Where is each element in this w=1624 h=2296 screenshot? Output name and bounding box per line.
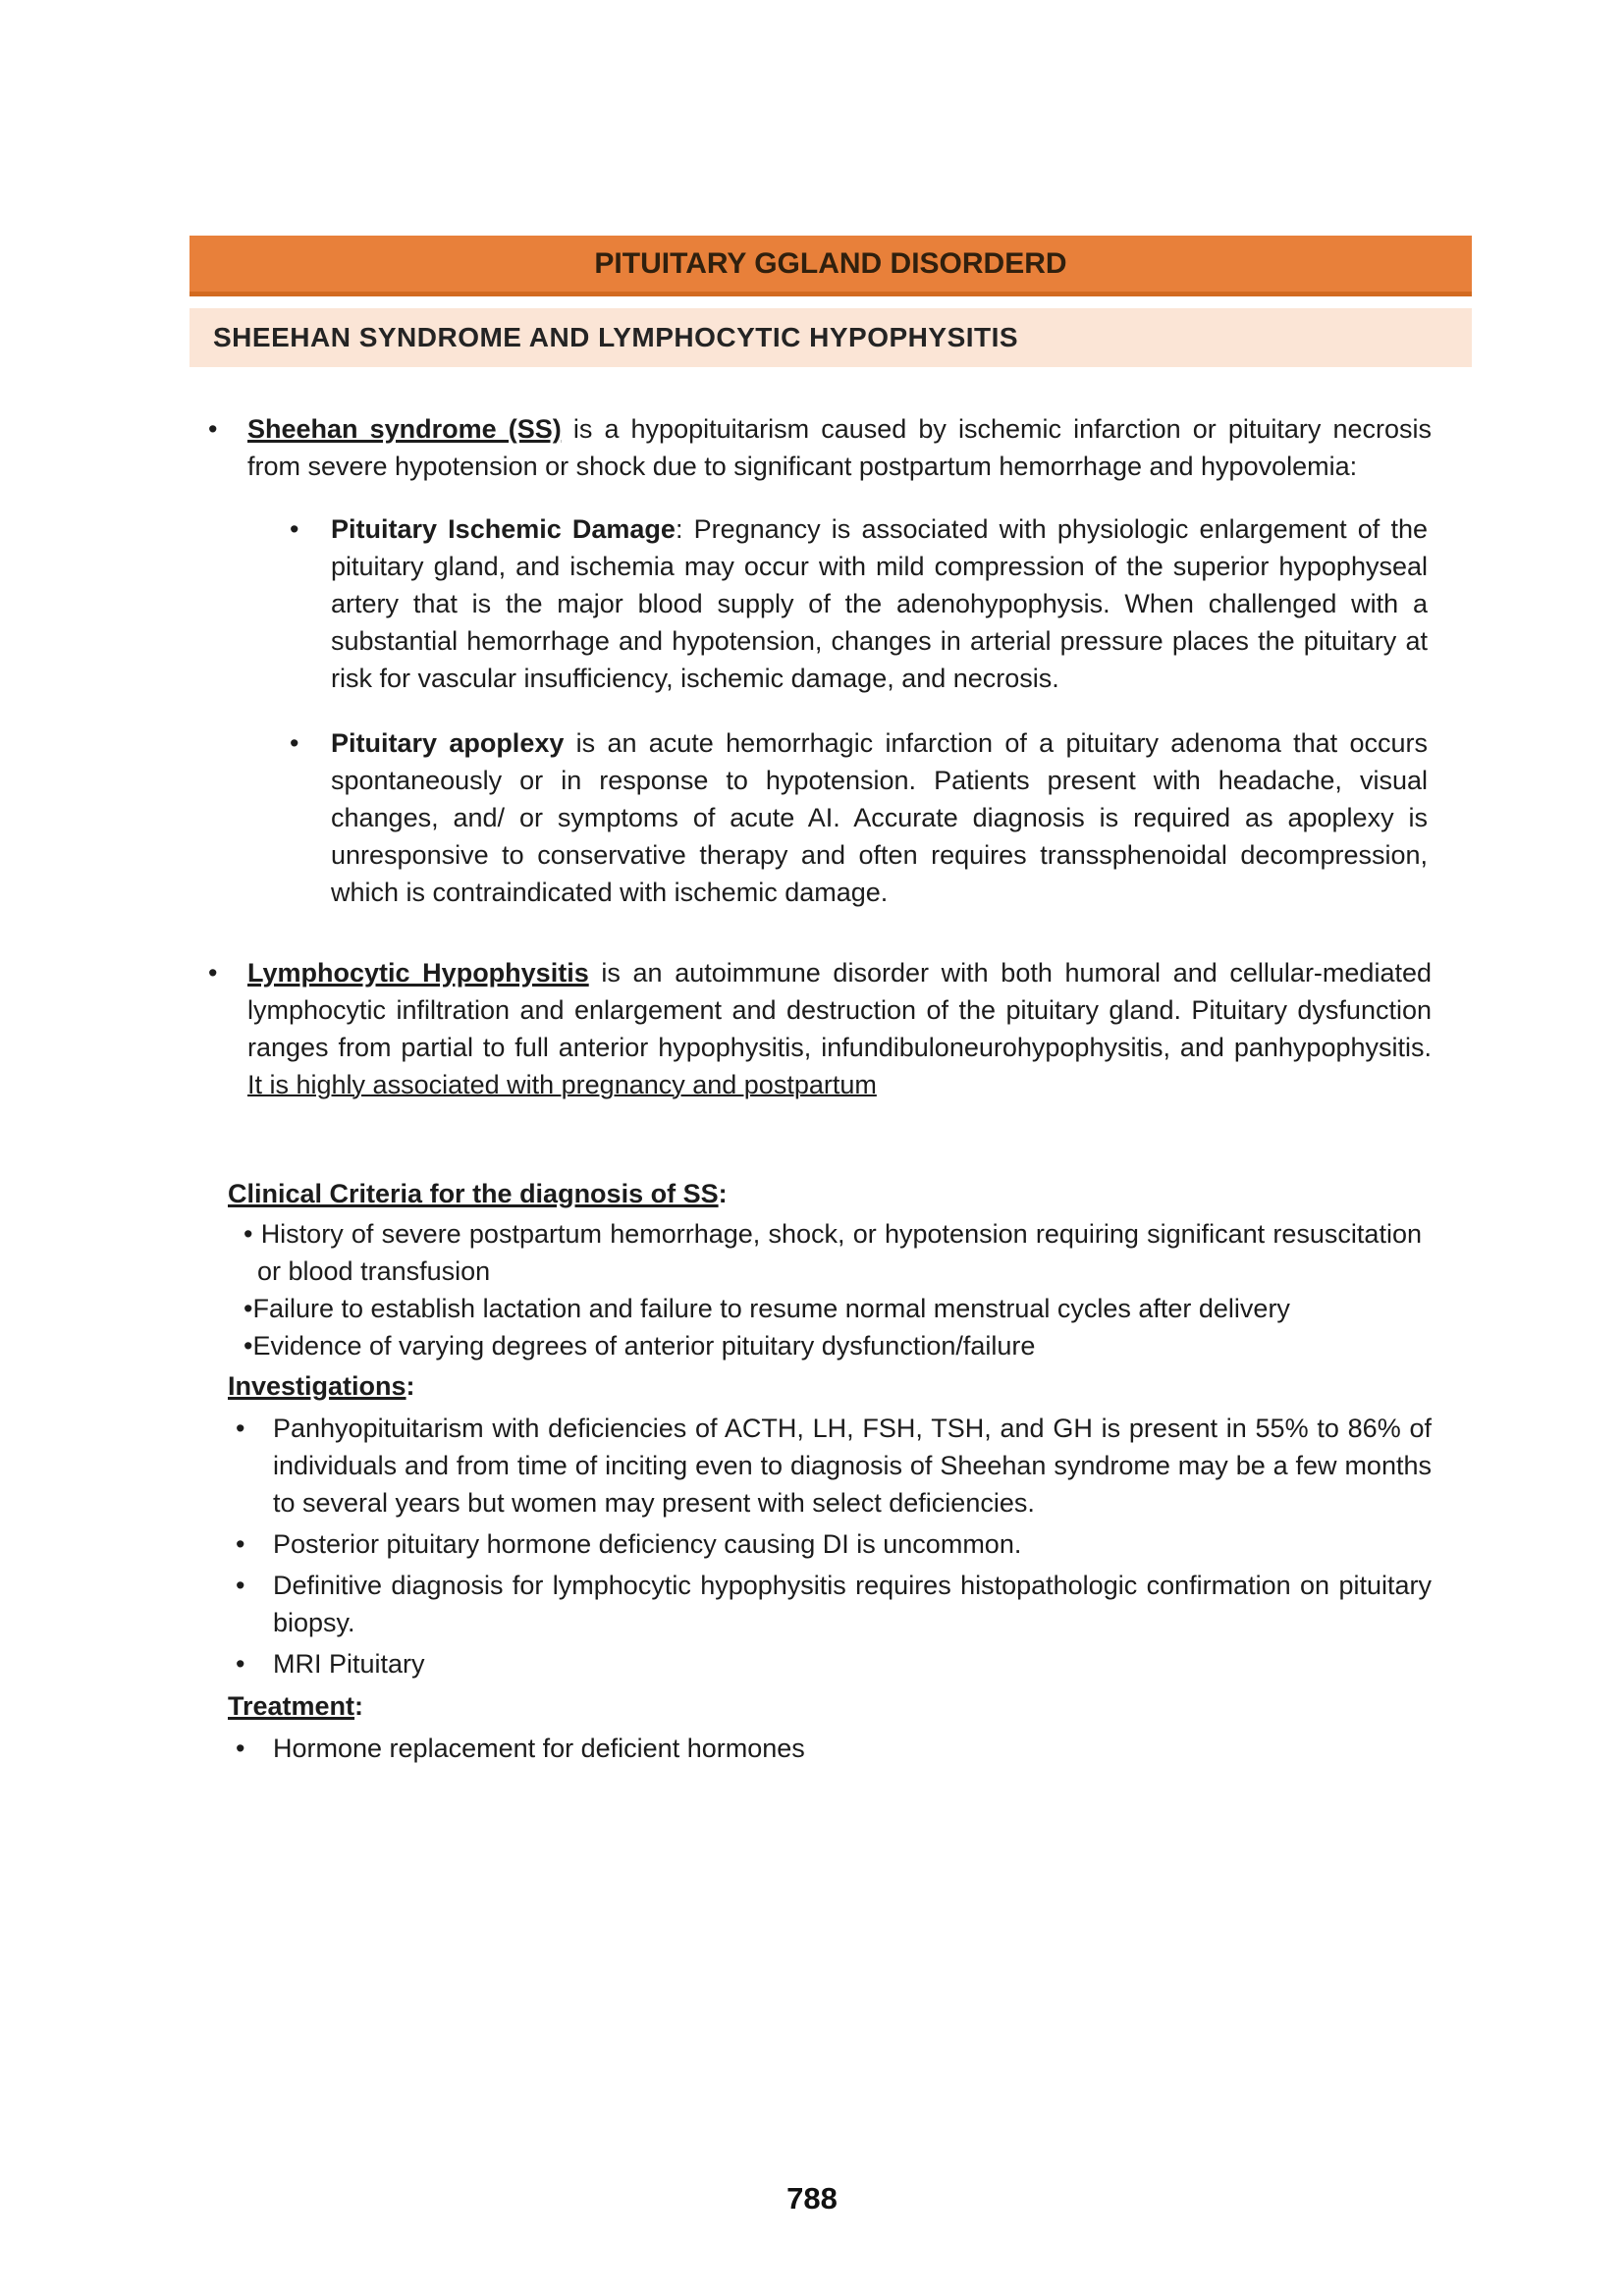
bullet-lymphocytic-hypophysitis bbox=[0, 954, 1624, 1103]
ischemic-damage-paragraph bbox=[331, 510, 1428, 697]
page-title: PITUITARY GGLAND DISORDERD bbox=[594, 247, 1067, 280]
bullet-icon: • bbox=[208, 958, 218, 988]
document-body bbox=[0, 399, 1624, 1767]
bullet-icon: • bbox=[208, 414, 218, 444]
bullet-icon: • bbox=[236, 1734, 245, 1763]
sheehan-paragraph bbox=[247, 410, 1432, 485]
criterion-text: History of severe postpartum hemorrhage, shock, or hypotension requiring significant resuscitation or blood transfusion bbox=[257, 1219, 1422, 1286]
bullet-icon: • bbox=[290, 514, 299, 544]
treatment-item bbox=[236, 1730, 1432, 1767]
heading-colon: : bbox=[406, 1371, 415, 1401]
bullet-icon: • bbox=[236, 1414, 245, 1443]
heading-colon: : bbox=[718, 1179, 728, 1208]
lymphocytic-association-underline: It is highly associated with pregnancy and postpartum bbox=[247, 1070, 877, 1099]
bullet-icon: • bbox=[290, 728, 299, 758]
treatment-text: Hormone replacement for deficient hormones bbox=[273, 1734, 805, 1763]
treatment-heading bbox=[228, 1686, 1432, 1726]
bullet-icon: • bbox=[236, 1649, 245, 1679]
clinical-criteria-heading bbox=[228, 1174, 1432, 1213]
treatment-heading-text: Treatment bbox=[228, 1691, 355, 1721]
heading-colon: : bbox=[354, 1691, 364, 1721]
term-pituitary-apoplexy: Pituitary apoplexy bbox=[331, 728, 565, 758]
investigation-item bbox=[236, 1645, 1432, 1682]
bullet-icon: • bbox=[244, 1219, 261, 1249]
bullet-icon: • bbox=[236, 1571, 245, 1600]
criterion-text: Evidence of varying degrees of anterior pituitary dysfunction/failure bbox=[252, 1331, 1036, 1361]
section-title: SHEEHAN SYNDROME AND LYMPHOCYTIC HYPOPHYSITIS bbox=[213, 322, 1019, 352]
bullet-pituitary-apoplexy bbox=[0, 724, 1624, 911]
lymphocytic-text: is an autoimmune disorder with both humoral and cellular-mediated lymphocytic infiltration and enlargement and destruction of the pituitary gland. Pituitary dysfunction ranges from partial to full anterior hypophysitis, infundibuloneurohypophysitis, and panhypophysitis. bbox=[247, 958, 1432, 1062]
page-number: 788 bbox=[786, 2181, 838, 2216]
apoplexy-text: is an acute hemorrhagic infarction of a pituitary adenoma that occurs spontaneously or in response to hypotension. Patients present with headache, visual changes, and/ or symptoms of acute AI. Accurate diagnosis is required as apoplexy is unresponsive to conservative therapy and often requires transsphenoidal decompression, which is contraindicated with ischemic damage. bbox=[331, 728, 1428, 907]
investigation-item bbox=[236, 1525, 1432, 1563]
term-sheehan-syndrome: Sheehan syndrome (SS) bbox=[247, 414, 562, 444]
investigation-text: Definitive diagnosis for lymphocytic hypophysitis requires histopathologic confirmation on pituitary biopsy. bbox=[273, 1571, 1432, 1637]
section-banner bbox=[189, 308, 1472, 367]
bullet-pituitary-ischemic-damage bbox=[0, 510, 1624, 697]
term-pituitary-ischemic-damage: Pituitary Ischemic Damage bbox=[331, 514, 676, 544]
investigations-heading bbox=[228, 1366, 1432, 1406]
investigation-item bbox=[236, 1410, 1432, 1522]
apoplexy-paragraph bbox=[331, 724, 1428, 911]
investigation-text: MRI Pituitary bbox=[273, 1649, 425, 1679]
title-banner bbox=[189, 236, 1472, 296]
bullet-sheehan-syndrome bbox=[0, 410, 1624, 485]
term-lymphocytic-hypophysitis: Lymphocytic Hypophysitis bbox=[247, 958, 589, 988]
bullet-icon: • bbox=[244, 1331, 253, 1361]
investigations-heading-text: Investigations bbox=[228, 1371, 406, 1401]
clinical-criteria-heading-text: Clinical Criteria for the diagnosis of SS bbox=[228, 1179, 719, 1208]
criterion-text: Failure to establish lactation and failure to resume normal menstrual cycles after delivery bbox=[252, 1294, 1290, 1323]
criterion-item bbox=[244, 1327, 1422, 1364]
criterion-item bbox=[244, 1290, 1422, 1327]
lymphocytic-paragraph bbox=[247, 954, 1432, 1103]
bullet-icon: • bbox=[244, 1294, 253, 1323]
ischemic-damage-text: : Pregnancy is associated with physiologic enlargement of the pituitary gland, and ischemia may occur with mild compression of the superior hypophyseal artery that is the major blood supply of the adenohypophysis. When challenged with a substantial hemorrhage and hypotension, changes in arterial pressure places the pituitary at risk for vascular insufficiency, ischemic damage, and necrosis. bbox=[331, 514, 1428, 693]
investigation-text: Panhyopituitarism with deficiencies of ACTH, LH, FSH, TSH, and GH is present in 55% to 86% of individuals and from time of inciting even to diagnosis of Sheehan syndrome may be a few months to several years but women may present with select deficiencies. bbox=[273, 1414, 1432, 1518]
sheehan-definition: is a hypopituitarism caused by ischemic infarction or pituitary necrosis from severe hypotension or shock due to significant postpartum hemorrhage and hypovolemia: bbox=[247, 414, 1432, 481]
bullet-icon: • bbox=[236, 1529, 245, 1559]
investigation-item bbox=[236, 1567, 1432, 1641]
investigation-text: Posterior pituitary hormone deficiency causing DI is uncommon. bbox=[273, 1529, 1022, 1559]
criterion-item bbox=[244, 1215, 1422, 1290]
